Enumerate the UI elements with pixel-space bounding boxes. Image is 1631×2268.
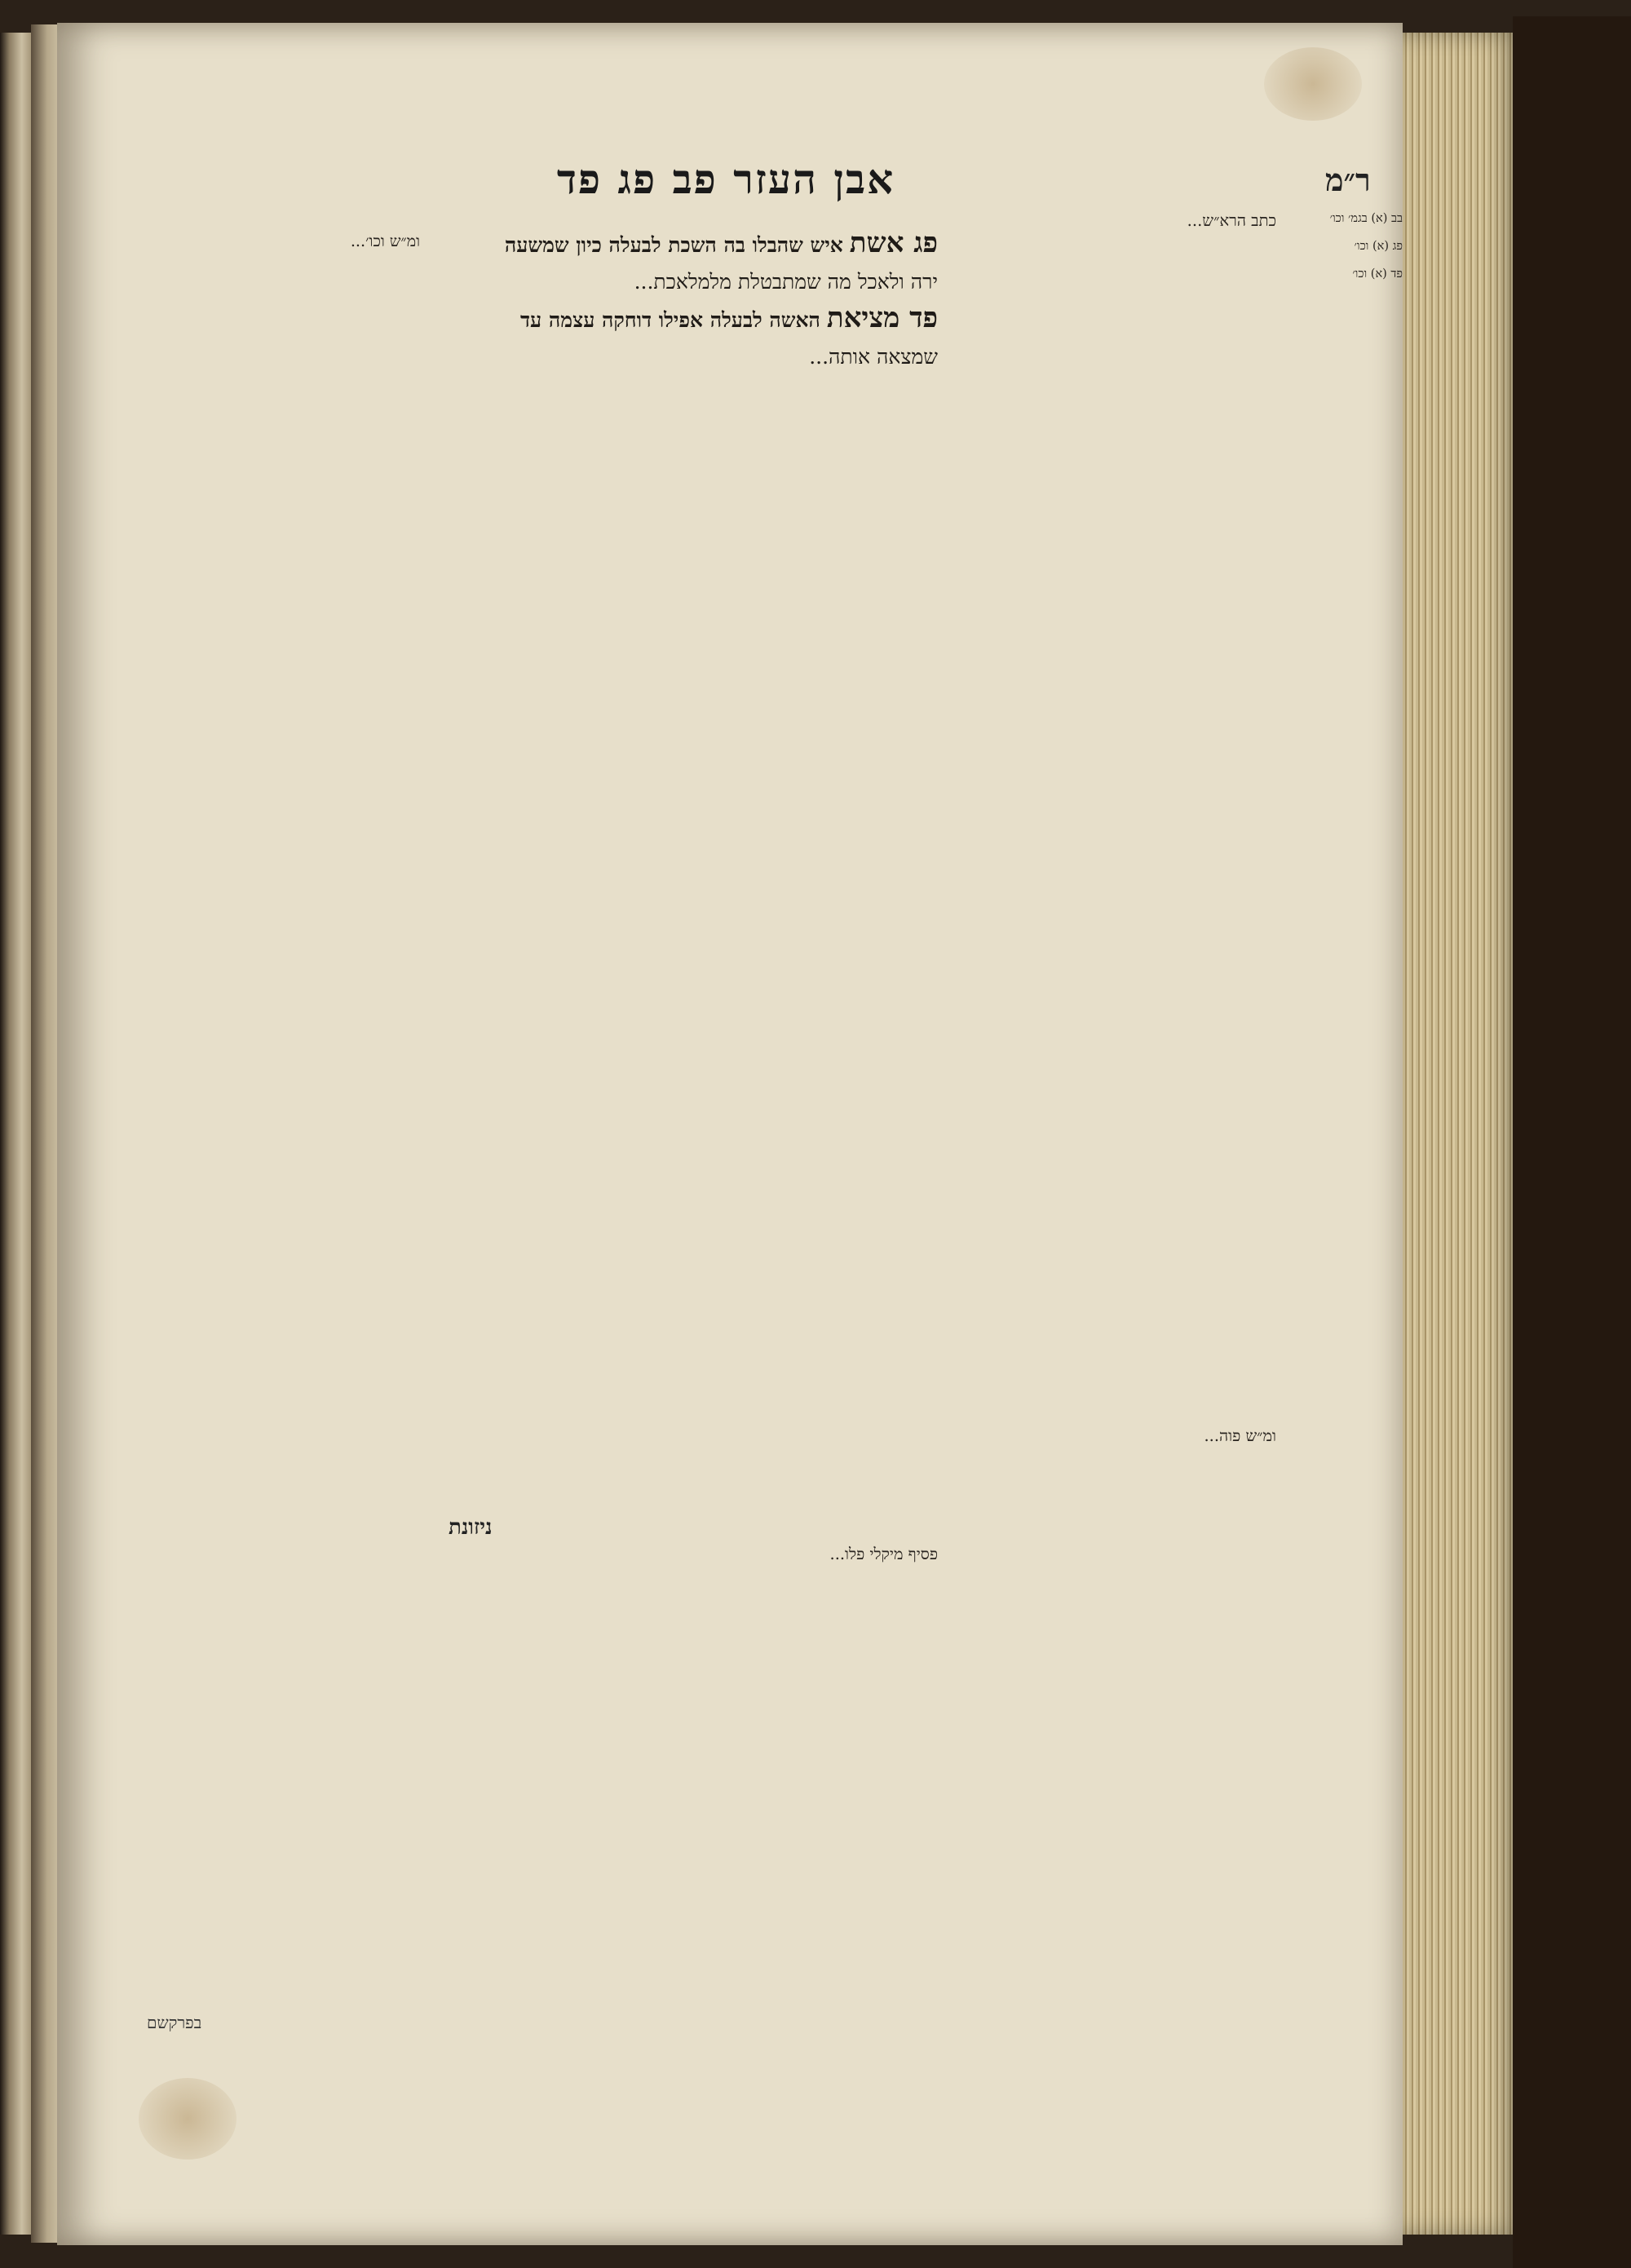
section-heading-84: פד מציאת bbox=[826, 302, 938, 335]
page bbox=[57, 23, 1403, 2245]
lower-right-commentary-text: ומ״ש פוה... bbox=[1204, 1426, 1276, 1445]
page-block-edge bbox=[1403, 33, 1525, 2235]
section-label: ניזונת bbox=[449, 1515, 493, 1540]
lower-commentary-text: פסיף מיקלי פלו... bbox=[829, 1545, 938, 1563]
lower-commentary-column bbox=[432, 1544, 938, 2261]
main-text-body-84: שמצאה אותה... bbox=[809, 344, 938, 369]
folio-number: ר״מ bbox=[1325, 161, 1371, 198]
margin-note: פד (א) וכו׳ bbox=[1352, 267, 1403, 281]
catchword: בפרקשם bbox=[147, 2013, 202, 2032]
section-heading-83: פג אשת bbox=[849, 231, 938, 259]
left-commentary-text: ומ״ש וכו׳... bbox=[350, 232, 420, 250]
margin-note: פג (א) וכו׳ bbox=[1354, 240, 1403, 253]
lower-right-commentary-column bbox=[946, 1426, 1276, 2266]
margin-notes bbox=[1284, 210, 1403, 1621]
previous-page-edge bbox=[0, 33, 31, 2235]
running-title: אבן העזר פב פג פד bbox=[556, 155, 895, 203]
section-lead-83: איש שהבלו בה השכת לבעלה כיון שמשעה bbox=[504, 233, 843, 257]
binding-backboard bbox=[1513, 16, 1631, 2268]
left-commentary-column bbox=[130, 231, 420, 2245]
right-commentary-text: כתב הרא״ש... bbox=[1187, 211, 1276, 230]
main-text-column bbox=[432, 231, 938, 1446]
section-lead-84: האשה לבעלה אפילו דוחקה עצמה עד bbox=[520, 308, 820, 333]
main-text-body-83: ירה ולאכל מה שמתבטלת מלמלאכת... bbox=[634, 269, 938, 294]
margin-note: בב (א) בגמ׳ וכו׳ bbox=[1329, 212, 1403, 225]
